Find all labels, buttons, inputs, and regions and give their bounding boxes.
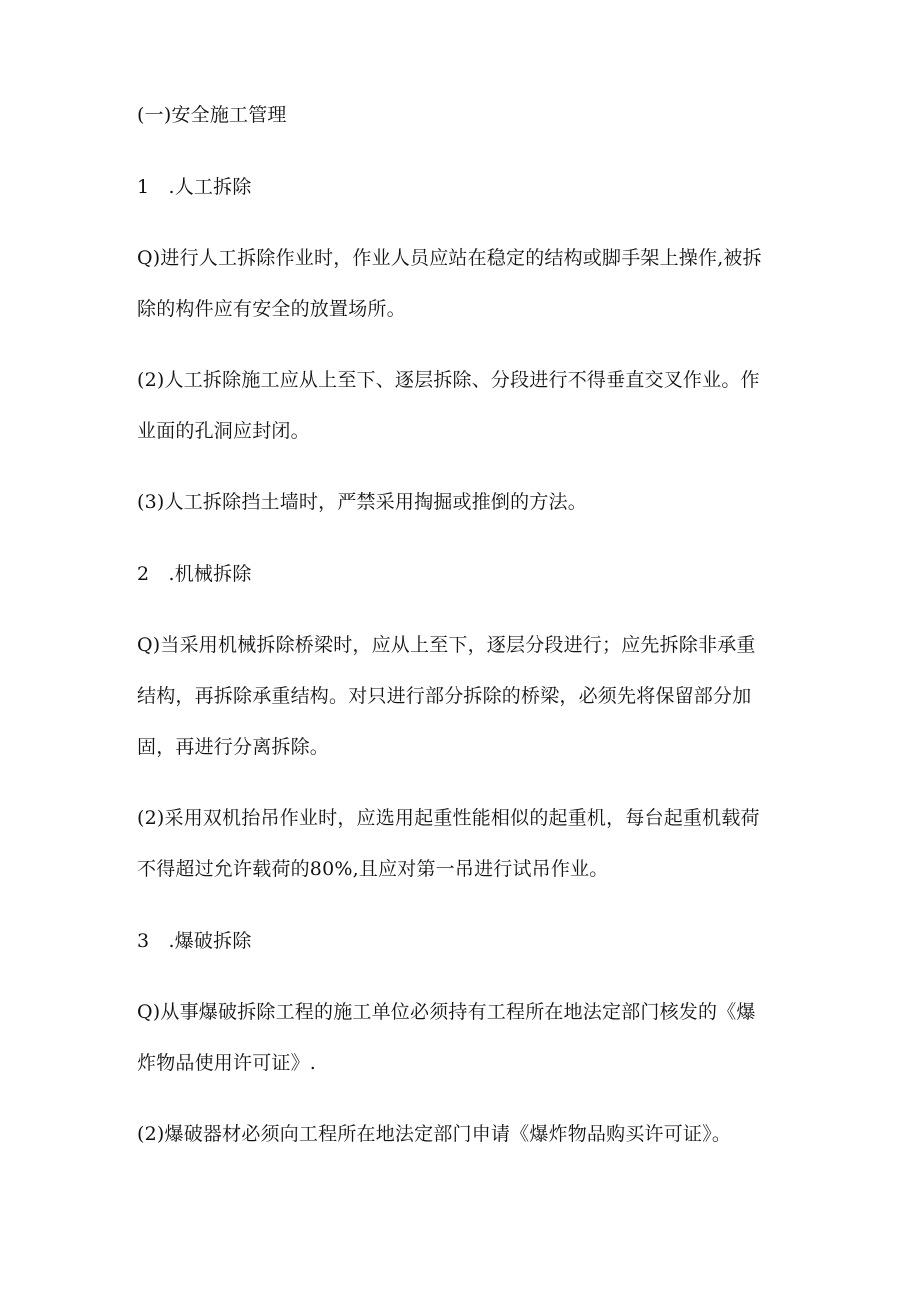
paragraph-line: 结构，再拆除承重结构。对只进行部分拆除的桥梁，必须先将保留部分加 xyxy=(137,685,752,707)
paragraph-line: 固，再进行分离拆除。 xyxy=(137,736,330,758)
paragraph-line: 炸物品使用许可证》. xyxy=(137,1052,317,1074)
paragraph-line: (2)采用双机抬吊作业时，应选用起重性能相似的起重机，每台起重机载荷 xyxy=(137,807,760,829)
section-title: (一)安全施工管理 xyxy=(137,104,287,126)
subsection-heading-blasting-demolition: 3 .爆破拆除 xyxy=(137,930,252,952)
paragraph-line: (2)爆破器材必须向工程所在地法定部门申请《爆炸物品购买许可证》。 xyxy=(137,1123,732,1145)
paragraph-line: Q)当采用机械拆除桥梁时，应从上至下，逐层分段进行；应先拆除非承重 xyxy=(137,634,756,656)
subsection-heading-mechanical-demolition: 2 .机械拆除 xyxy=(137,563,252,585)
paragraph-line: (2)人工拆除施工应从上至下、逐层拆除、分段进行不得垂直交叉作业。作 xyxy=(137,369,760,391)
paragraph-line: (3)人工拆除挡土墙时，严禁采用掏掘或推倒的方法。 xyxy=(137,491,587,513)
paragraph-line: 不得超过允许载荷的80%,且应对第一吊进行试吊作业。 xyxy=(137,858,609,880)
subsection-heading-manual-demolition: 1 .人工拆除 xyxy=(137,176,252,198)
paragraph-line: Q)进行人工拆除作业时，作业人员应站在稳定的结构或脚手架上操作,被拆 xyxy=(137,247,762,269)
paragraph-line: 除的构件应有安全的放置场所。 xyxy=(137,298,406,320)
paragraph-line: 业面的孔洞应封闭。 xyxy=(137,420,310,442)
paragraph-line: Q)从事爆破拆除工程的施工单位必须持有工程所在地法定部门核发的《爆 xyxy=(137,1001,756,1023)
